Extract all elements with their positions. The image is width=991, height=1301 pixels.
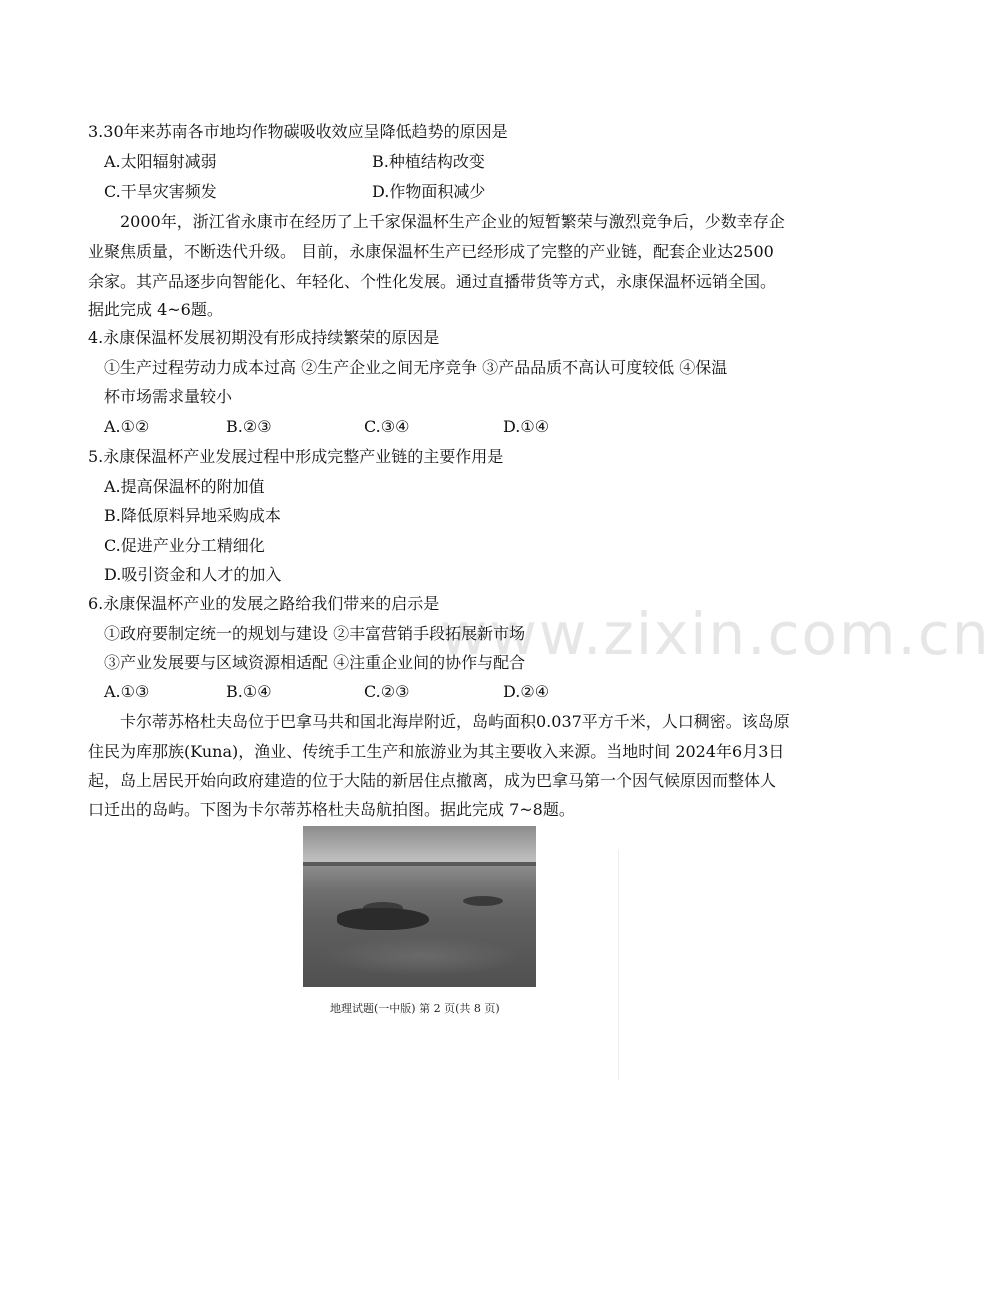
- q6-items-line1: ①政府要制定统一的规划与建设 ②丰富营销手段拓展新市场: [104, 624, 526, 643]
- passage2-line1: 卡尔蒂苏格杜夫岛位于巴拿马共和国北海岸附近，岛屿面积0.037平方千米，人口稠密。该岛原: [120, 712, 790, 731]
- photo-sky: [303, 826, 536, 864]
- passage2-line3: 起，岛上居民开始向政府建造的位于大陆的新居住点撤离，成为巴拿马第一个因气候原因而整体人: [88, 771, 777, 790]
- passage1-line2: 业聚焦质量，不断迭代升级。 目前，永康保温杯生产已经形成了完整的产业链，配套企业达2500: [88, 242, 774, 261]
- q6-option-c: C.②③: [364, 682, 410, 701]
- q6-option-a: A.①③: [104, 682, 150, 701]
- watermark: www.zixin.com.cn: [440, 600, 991, 668]
- q3-option-d: D.作物面积减少: [372, 182, 486, 201]
- q3-option-a: A.太阳辐射减弱: [104, 152, 217, 171]
- photo-shoal: [323, 936, 523, 976]
- q6-stem: 6.永康保温杯产业的发展之路给我们带来的启示是: [88, 594, 440, 613]
- passage1-line4: 据此完成 4~6题。: [88, 300, 223, 319]
- q4-option-c: C.③④: [364, 417, 410, 436]
- passage2-line4: 口迁出的岛屿。下图为卡尔蒂苏格杜夫岛航拍图。据此完成 7~8题。: [88, 800, 575, 819]
- q6-items-line2: ③产业发展要与区域资源相适配 ④注重企业间的协作与配合: [104, 653, 526, 672]
- photo-horizon: [303, 862, 536, 866]
- photo-small-island: [463, 896, 503, 906]
- q3-option-c: C.干旱灾害频发: [104, 182, 217, 201]
- passage1-line3: 余家。其产品逐步向智能化、年轻化、个性化发展。通过直播带货等方式，永康保温杯远销全国。: [88, 272, 777, 291]
- q3-stem: 3.30年来苏南各市地均作物碳吸收效应呈降低趋势的原因是: [88, 122, 508, 141]
- passage2-line2: 住民为库那族(Kuna)，渔业、传统手工生产和旅游业为其主要收入来源。当地时间 2024年6月3日: [88, 742, 785, 761]
- q4-items-line1: ①生产过程劳动力成本过高 ②生产企业之间无序竞争 ③产品品质不高认可度较低 ④保温: [104, 358, 728, 377]
- q4-option-b: B.②③: [226, 417, 272, 436]
- q5-option-b: B.降低原料异地采购成本: [104, 506, 281, 525]
- q5-option-c: C.促进产业分工精细化: [104, 536, 265, 555]
- q5-stem: 5.永康保温杯产业发展过程中形成完整产业链的主要作用是: [88, 447, 504, 466]
- q4-items-line2: 杯市场需求量较小: [104, 387, 233, 406]
- q5-option-d: D.吸引资金和人才的加入: [104, 565, 282, 584]
- photo-main-island: [337, 908, 429, 930]
- figure-caption: 地理试题(一中版) 第 2 页(共 8 页): [330, 1002, 500, 1015]
- q6-option-b: B.①④: [226, 682, 272, 701]
- q4-stem: 4.永康保温杯发展初期没有形成持续繁荣的原因是: [88, 328, 440, 347]
- q4-option-d: D.①④: [503, 417, 550, 436]
- scan-edge-line: [618, 850, 619, 1080]
- q6-option-d: D.②④: [503, 682, 550, 701]
- island-aerial-photo: [303, 826, 536, 987]
- q4-option-a: A.①②: [104, 417, 150, 436]
- passage1-line1: 2000年，浙江省永康市在经历了上千家保温杯生产企业的短暂繁荣与激烈竞争后，少数幸存企: [120, 212, 785, 231]
- q5-option-a: A.提高保温杯的附加值: [104, 477, 265, 496]
- q3-option-b: B.种植结构改变: [372, 152, 485, 171]
